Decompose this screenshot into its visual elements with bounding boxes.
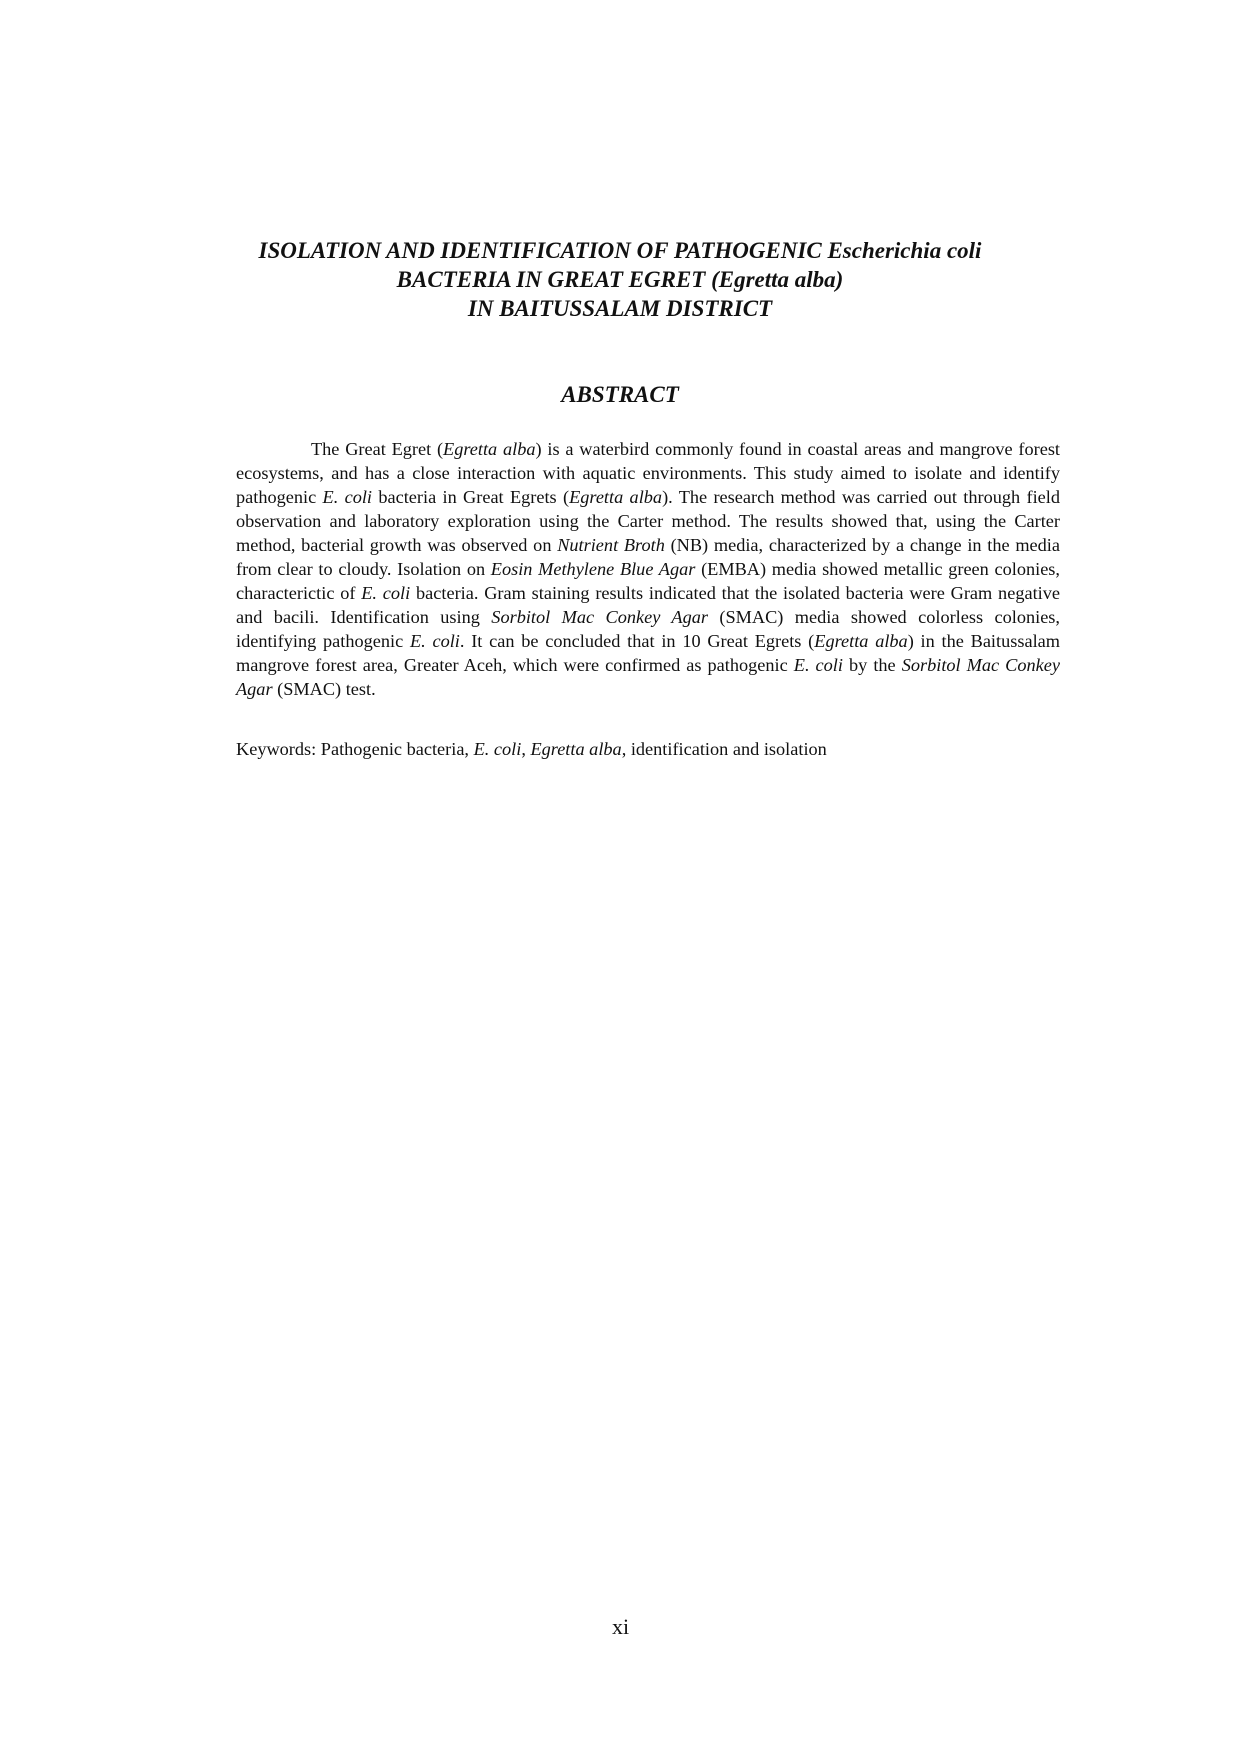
abstract-italic-term: E. coli [361,583,411,603]
abstract-text: by the [842,655,902,675]
abstract-italic-term: E. coli [409,631,460,651]
abstract-heading: ABSTRACT [561,382,679,407]
title-line-2 [180,265,1060,294]
keywords-label: Keywords: Pathogenic bacteria, [236,739,474,759]
abstract-body [236,437,1060,701]
abstract-italic-term: Sorbitol Mac Conkey Agar [491,607,708,627]
title-species-name: Egretta alba [718,267,836,292]
abstract-text: ). The research method was carried out through field observation and laboratory exploration using the Carter method. The results showed that, using the Carter method, bacterial growth was observed on [236,487,1060,555]
abstract-text: ) is a waterbird commonly found in coastal areas and mangrove forest ecosystems, and has a close interaction with aquatic environments. This study aimed to isolate and identify pathogenic [236,439,1061,507]
keywords-line [236,737,1060,761]
title-text: BACTERIA IN GREAT EGRET ( [396,267,719,292]
title-line-1 [180,236,1060,265]
title-line-3: IN BAITUSSALAM DISTRICT [467,296,773,321]
title-text: ISOLATION AND IDENTIFICATION OF PATHOGENIC [258,238,822,263]
abstract-italic-term: Egretta alba [569,487,663,507]
abstract-italic-term: Egretta alba [814,631,908,651]
abstract-text: . It can be concluded that in 10 Great Egrets ( [459,631,815,651]
keywords-separator: , [521,739,531,759]
abstract-text: bacteria in Great Egrets ( [372,487,570,507]
abstract-italic-term: Sorbitol Mac Conkey Agar [236,655,1060,699]
keyword-italic-term: E. coli [473,739,522,759]
keyword-italic-term: Egretta alba [530,739,622,759]
abstract-italic-term: E. coli [322,487,373,507]
abstract-text: bacteria. Gram staining results indicated that the isolated bacteria were Gram negative and bacili. Identification using [236,583,1060,627]
abstract-italic-term: Nutrient Broth [557,535,665,555]
abstract-italic-term: Egretta alba [443,439,536,459]
page-number: xi [611,1614,630,1639]
abstract-text: (SMAC) media showed colorless colonies, identifying pathogenic [236,607,1060,651]
title-species-name: Escherichia coli [827,238,982,263]
title-text: ) [835,267,844,292]
abstract-text: (EMBA) media showed metallic green colonies, characterictic of [236,559,1060,603]
paper-title [180,236,1060,323]
abstract-italic-term: E. coli [793,655,843,675]
keywords-rest: , identification and isolation [621,739,827,759]
abstract-text: ) in the Baitussalam mangrove forest area, Greater Aceh, which were confirmed as pathogenic [236,631,1060,675]
abstract-italic-term: Eosin Methylene Blue Agar [490,559,696,579]
abstract-text: (NB) media, characterized by a change in the media from clear to cloudy. Isolation on [236,535,1060,579]
abstract-text: The Great Egret ( [311,439,444,459]
abstract-text: (SMAC) test. [272,679,376,699]
